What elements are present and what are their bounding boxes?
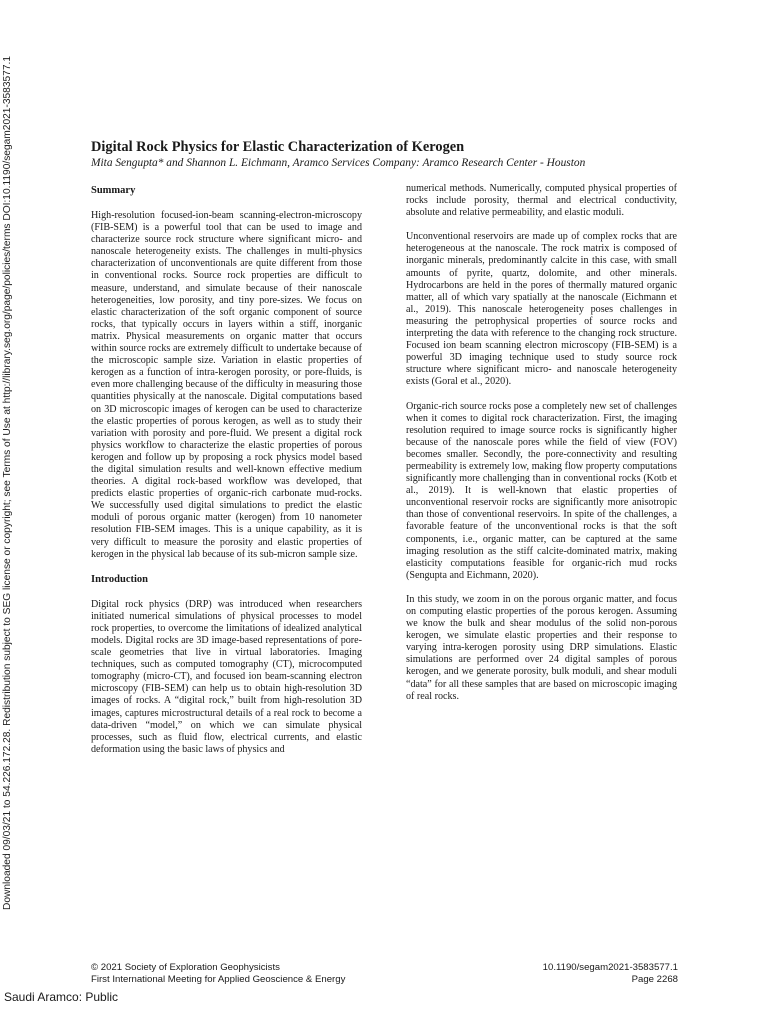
download-notice: [2, 56, 26, 910]
left-column: [91, 184, 362, 768]
footer-page-number: Page 2268: [631, 974, 678, 985]
right-paragraph-3: Organic-rich source rocks pose a completely new set of challenges when it comes to digital rock characterization. First, the imaging resolution required to image source rocks is significantly higher because of the nanoscale pores while the field of view (FOV) becomes smaller. Secondly, the pore-connectivity and resulting permeability is extremely low, making flow property computations significantly more challenging than in conventional rocks (Kotb et al., 2019). It is well-known that elastic properties of unconventional reservoir rocks are significantly more anisotropic than those of conventional reservoirs. In spite of the challenges, a favorable feature of the unconventional rocks is that the soft components, i.e., organic matter, can be captured at the same imaging resolution as the stiff calcite-dominated matrix, making elasticity computations feasible for organic-rich mud rocks (Sengupta and Eichmann, 2020).: [406, 400, 677, 581]
right-column: [406, 183, 677, 715]
introduction-paragraph: Digital rock physics (DRP) was introduced when researchers initiated numerical simulations of physical processes to model rock properties, to overcome the limitations of idealized analytical models. Digital rocks are 3D image-based representations of pore-scale geometries that live in virtual laboratories. Imaging techniques, such as computed tomography (CT), microcomputed tomography (micro-CT), and focused ion beam-scanning electron microscopy (FIB-SEM) can help us to obtain high-resolution 3D images of rocks. A “digital rock,” built from high-resolution 3D images, captures microstructural details of a real rock to become a data-driven “model,” on which we can simulate physical processes, such as fluid flow, electrical currents, and elastic deformation using the basic laws of physics and: [91, 598, 362, 755]
right-paragraph-4: In this study, we zoom in on the porous organic matter, and focus on computing elastic properties of the porous kerogen. Assuming we know the bulk and shear modulus of the solid non-porous kerogen, we simulate elastic properties and their response to varying intra-kerogen porosity using DRP simulations. Elastic simulations are performed over 24 digital samples of porous kerogen, and we generate porosity, bulk moduli, and shear moduli “data” for all these samples that are based on microscopic imaging of real rocks.: [406, 593, 677, 702]
classification-label: Saudi Aramco: Public: [4, 990, 119, 1004]
footer-meeting: First International Meeting for Applied Geoscience & Energy: [91, 974, 346, 985]
paper-authors: Mita Sengupta* and Shannon L. Eichmann, Aramco Services Company: Aramco Research Center - Houston: [91, 157, 586, 169]
paper-title: Digital Rock Physics for Elastic Characterization of Kerogen: [91, 139, 465, 155]
summary-heading: Summary: [91, 185, 136, 196]
right-paragraph-1: numerical methods. Numerically, computed physical properties of rocks include porosity, thermal and electrical conductivity, absolute and relative permeability, and elastic moduli.: [406, 183, 677, 219]
footer-copyright: © 2021 Society of Exploration Geophysicists: [91, 962, 280, 973]
summary-paragraph: High-resolution focused-ion-beam scanning-electron-microscopy (FIB-SEM) is a powerful tool that can be used to image and characterize source rock structure where significant micro- and nanoscale heterogeneity exists. The challenges in multi-physics characterization of unconventionals are quite different from those in conventional rocks. Source rock properties are difficult to measure, understand, and simulate because of their nanoscale heterogeneities, low porosity, and tiny pore-sizes. We focus on elastic characterization of the soft organic component of source rocks, that typically occurs in layers within a stiff, inorganic matrix. Physical measurements on organic matter that occurs within source rocks are extremely difficult to undertake because of the microscopic sample size. Variation in elastic properties of kerogen as a function of intra-kerogen porosity, or pore-fluids, is even more challenging because of the difficulty in measuring those quantities physically at the nanoscale. Digital computations based on 3D microscopic images of kerogen can be used to characterize the elastic properties of porous kerogen, as well as to study their variation with porosity and pore-fluid. We present a digital rock physics workflow to characterize the elastic properties of porous kerogen and follow up by proposing a rock physics model based the digital simulation results and well-known effective medium theories. A digital rock-based workflow was developed, that predicts elastic properties of organic-rich carbonate mud-rocks. We successfully used digital simulations to predict the elastic moduli of porous organic matter (kerogen) from 10 nanometer resolution FIB-SEM images. This is a unique capability, as it is very difficult to measure the porosity and elastic properties of kerogen in the physical lab because of its sub-micron sample size.: [91, 210, 362, 560]
footer-left: [91, 962, 345, 986]
download-notice-text: Downloaded 09/03/21 to 54.226.172.28. Redistribution subject to SEG license or copyright; see Terms of Use at http://library.seg.org/page/policies/terms DOI:10.1190/segam2021-3583577.1: [2, 56, 13, 910]
footer-doi: 10.1190/segam2021-3583577.1: [542, 962, 678, 973]
right-paragraph-2: Unconventional reservoirs are made up of complex rocks that are heterogeneous at the nanoscale. The rock matrix is composed of inorganic minerals, predominantly calcite in this case, with small amounts of pyrite, quartz, dolomite, and other minerals. Hydrocarbons are held in the pores of thermally matured organic matter, all of which vary spatially at the nanoscale (Eichmann et al., 2019). This nanoscale heterogeneity poses challenges in measuring the petrophysical properties of source rocks and interpreting the data with reference to the changing rock structure. Focused ion beam scanning electron microscopy (FIB-SEM) is a powerful 3D imaging technique used to study source rock structure where significant micro- and nanoscale heterogeneity exists (Goral et al., 2020).: [406, 231, 677, 388]
footer-right: [540, 962, 678, 986]
introduction-heading: Introduction: [91, 573, 148, 585]
